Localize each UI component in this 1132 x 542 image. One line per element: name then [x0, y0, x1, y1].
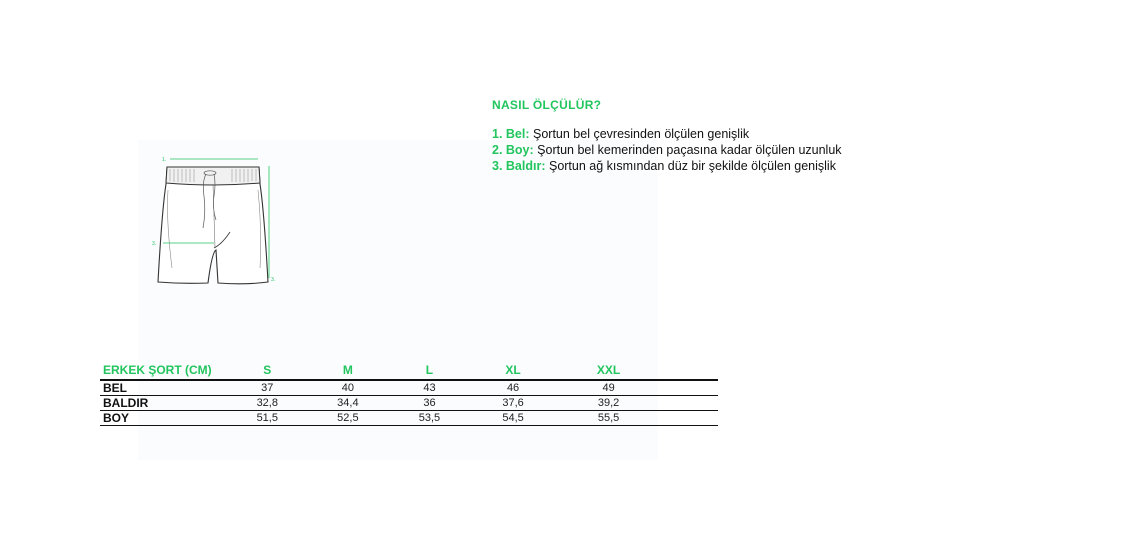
guide-key: 2. Boy:	[492, 143, 534, 157]
table-cell: 34,4	[302, 396, 394, 411]
guide-item-thigh	[492, 158, 1052, 174]
thigh-measure-label: 3.	[152, 241, 157, 247]
row-spacer	[656, 396, 718, 411]
table-row-boy	[100, 411, 718, 426]
table-cell: 36	[394, 396, 466, 411]
header-spacer	[656, 362, 718, 380]
guide-text: Şortun bel kemerinden paçasına kadar ölçülen uzunluk	[537, 143, 842, 157]
table-row-baldir	[100, 396, 718, 411]
table-cell: 53,5	[394, 411, 466, 426]
table-row-bel	[100, 380, 718, 396]
row-spacer	[656, 380, 718, 396]
table-cell: 52,5	[302, 411, 394, 426]
row-label: BEL	[100, 380, 232, 396]
guide-list	[492, 126, 1052, 174]
table-cell: 49	[561, 380, 657, 396]
table-cell: 55,5	[561, 411, 657, 426]
table-cell: 37,6	[465, 396, 561, 411]
size-header-s: S	[232, 362, 302, 380]
table-cell: 51,5	[232, 411, 302, 426]
table-cell: 43	[394, 380, 466, 396]
waist-measure-label: 1.	[162, 157, 167, 163]
measurement-guide	[492, 98, 1052, 174]
row-label: BOY	[100, 411, 232, 426]
size-header-xl: XL	[465, 362, 561, 380]
table-cell: 39,2	[561, 396, 657, 411]
guide-key: 1. Bel:	[492, 127, 530, 141]
size-header-xxl: XXL	[561, 362, 657, 380]
guide-text: Şortun bel çevresinden ölçülen genişlik	[533, 127, 750, 141]
table-cell: 32,8	[232, 396, 302, 411]
table-cell: 54,5	[465, 411, 561, 426]
table-title-header: ERKEK ŞORT (CM)	[100, 362, 232, 380]
table-cell: 46	[465, 380, 561, 396]
size-table	[100, 362, 718, 426]
guide-item-length	[492, 142, 1052, 158]
size-header-m: M	[302, 362, 394, 380]
guide-item-waist	[492, 126, 1052, 142]
size-header-l: L	[394, 362, 466, 380]
guide-key: 3. Baldır:	[492, 159, 546, 173]
guide-title: NASIL ÖLÇÜLÜR?	[492, 98, 602, 112]
shorts-diagram	[148, 150, 288, 290]
table-cell: 37	[232, 380, 302, 396]
table-cell: 40	[302, 380, 394, 396]
size-table-header-row	[100, 362, 718, 380]
row-label: BALDIR	[100, 396, 232, 411]
row-spacer	[656, 411, 718, 426]
guide-text: Şortun ağ kısmından düz bir şekilde ölçülen genişlik	[548, 159, 836, 173]
waistband	[166, 167, 260, 185]
length-measure-label: 3.	[271, 277, 276, 283]
